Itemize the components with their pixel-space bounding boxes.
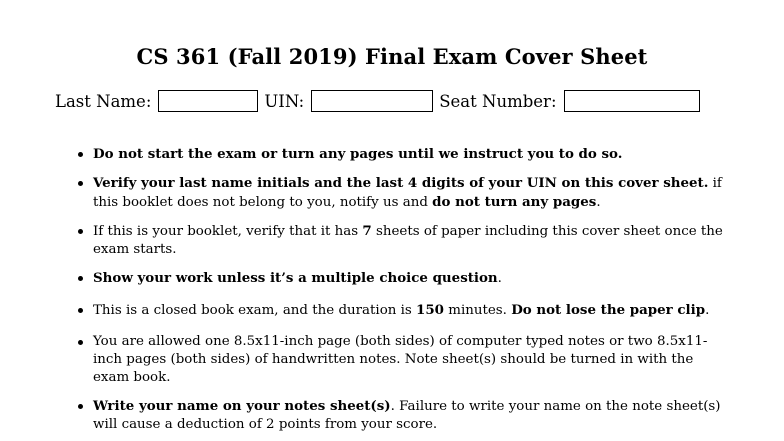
rule-text: This is a closed book exam, and the duration is — [93, 303, 417, 318]
exam-rules-list — [76, 145, 732, 434]
rule-text: You are allowed one 8.5x11-inch page (both sides) of computer typed notes or two 8.5x11-inch pages (both sides) of handwritten notes. Note sheet(s) should be turned in with the exam book. — [93, 334, 708, 385]
bullet-icon — [78, 229, 83, 234]
rule-text: Write your name on your notes sheet(s) — [93, 398, 391, 414]
rule-text: . Failure to write your name on the note sheet(s) will cause a deduction of 2 points from your score. — [93, 399, 721, 432]
uin-box — [311, 90, 433, 112]
rule-text: 7 — [362, 223, 372, 239]
bullet-icon — [78, 340, 83, 345]
bullet-icon — [78, 276, 83, 281]
last-name-box — [158, 90, 258, 112]
last-name-label: Last Name: — [55, 91, 152, 111]
rule-item — [76, 222, 732, 259]
bullet-icon — [78, 181, 83, 186]
rule-text: Show your work unless it’s a multiple choice question — [93, 270, 498, 286]
rule-text: minutes. — [444, 303, 512, 318]
rule-text: if this booklet does not belong to you, notify us and — [93, 176, 722, 210]
rule-item — [76, 269, 732, 288]
rule-text: sheets of paper including this cover sheet once the exam starts. — [93, 224, 723, 257]
student-info-fields — [55, 88, 706, 114]
rule-item — [76, 397, 732, 434]
rule-item — [76, 145, 732, 164]
rule-text: Do not lose the paper clip — [511, 302, 706, 318]
page-title: CS 361 (Fall 2019) Final Exam Cover Sheet — [136, 44, 648, 69]
rule-text: Verify your last name initials and the last 4 digits of your UIN on this cover sheet. — [93, 175, 709, 191]
rule-item — [76, 333, 732, 387]
rule-item — [76, 301, 732, 320]
seat-number-label: Seat Number: — [439, 91, 557, 111]
rule-text: If this is your booklet, verify that it has — [93, 224, 363, 239]
seat-number-box — [564, 90, 700, 112]
bullet-icon — [78, 404, 83, 409]
rule-text: do not turn any pages — [432, 194, 597, 210]
rule-text: . — [497, 271, 502, 286]
rule-text: Do not start the exam or turn any pages until we instruct you to do so. — [93, 146, 623, 162]
rule-item — [76, 174, 732, 212]
rule-text: 150 — [416, 302, 444, 318]
rule-text: . — [596, 195, 601, 210]
bullet-icon — [78, 308, 83, 313]
bullet-icon — [78, 152, 83, 157]
rule-text: . — [705, 303, 710, 318]
uin-label: UIN: — [264, 91, 305, 111]
